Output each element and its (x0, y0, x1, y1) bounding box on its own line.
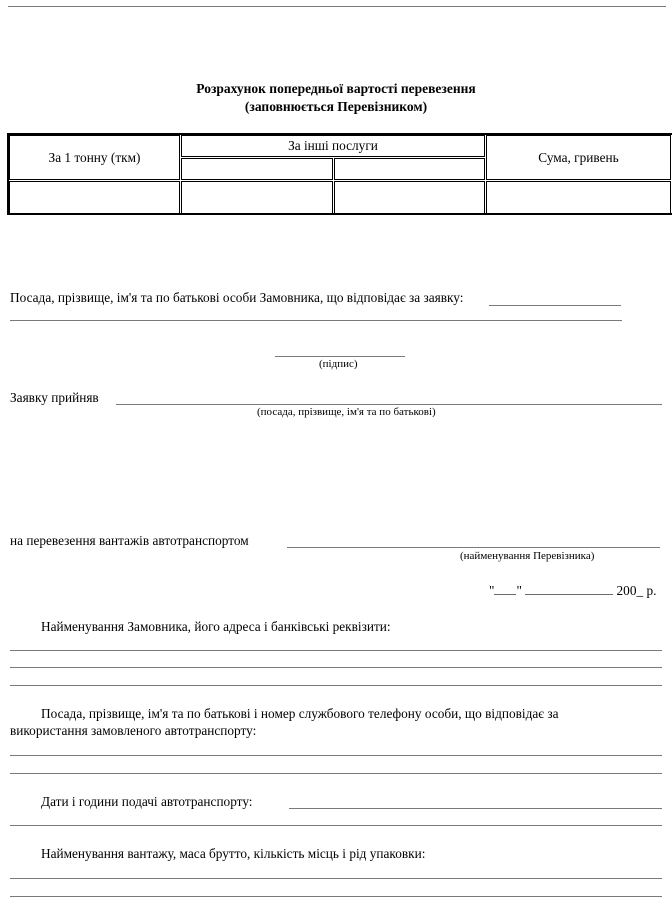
year-suffix: _ р. (636, 583, 657, 598)
day-field[interactable] (494, 594, 516, 595)
usage-responsible-label-line1: Посада, прізвище, ім'я та по батькові і номер службового телефону особи, що відповідає за (41, 706, 559, 721)
table-cell-per-ton[interactable] (9, 181, 180, 214)
carrier-name-field[interactable] (287, 547, 660, 548)
usage-responsible-label-line2: використання замовленого автотранспорту: (10, 723, 257, 738)
date-open-quote: " (489, 583, 495, 598)
table-cell-sum[interactable] (486, 181, 671, 214)
top-separator-line (8, 6, 666, 7)
signature-field[interactable] (275, 356, 405, 357)
usage-responsible-field-line1[interactable] (10, 755, 662, 756)
customer-name-label: Найменування Замовника, його адреса і банківські реквізити: (41, 619, 391, 634)
accepted-by-label: Заявку прийняв (10, 390, 99, 405)
header-other-services-label: За інші послуги (288, 138, 378, 153)
carrier-caption: (найменування Перевізника) (460, 550, 595, 562)
transport-label: на перевезення вантажів автотранспортом (10, 533, 249, 548)
header-sum-label: Сума, гривень (538, 149, 619, 165)
section-title: Розрахунок попередньої вартості перевезення (196, 81, 476, 96)
cargo-field-line1[interactable] (10, 878, 662, 879)
customer-responsible-field[interactable] (489, 305, 621, 306)
month-field[interactable] (525, 594, 613, 595)
table-cell-other-1[interactable] (181, 181, 333, 214)
cargo-field-line2[interactable] (10, 896, 662, 897)
subheader-other-services-2 (334, 158, 485, 180)
accepted-by-field[interactable] (116, 404, 662, 405)
customer-responsible-field-line2[interactable] (10, 320, 622, 321)
dates-field-line1[interactable] (289, 808, 662, 809)
customer-name-field-line1[interactable] (10, 650, 662, 651)
section-subtitle: (заповнюється Перевізником) (244, 99, 428, 114)
dates-label: Дати і години подачі автотранспорту: (41, 794, 253, 809)
header-per-ton-label: За 1 тонну (ткм) (48, 149, 141, 165)
dates-field-line2[interactable] (10, 825, 662, 826)
subheader-other-services-1 (181, 158, 333, 180)
date-line (489, 583, 656, 599)
usage-responsible-field-line2[interactable] (10, 773, 662, 774)
date-close-quote: " (516, 583, 522, 598)
header-sum (486, 135, 671, 180)
header-per-ton (9, 135, 180, 180)
customer-responsible-label: Посада, прізвище, ім'я та по батькові особи Замовника, що відповідає за заявку: (10, 290, 464, 305)
customer-name-field-line3[interactable] (10, 685, 662, 686)
customer-name-field-line2[interactable] (10, 667, 662, 668)
accepted-by-caption: (посада, прізвище, ім'я та по батькові) (257, 406, 436, 418)
year-prefix: 200 (616, 583, 637, 598)
table-cell-other-2[interactable] (334, 181, 485, 214)
cargo-label: Найменування вантажу, маса брутто, кількість місць і рід упаковки: (41, 846, 426, 861)
signature-caption: (підпис) (319, 358, 358, 370)
header-other-services (181, 135, 485, 157)
